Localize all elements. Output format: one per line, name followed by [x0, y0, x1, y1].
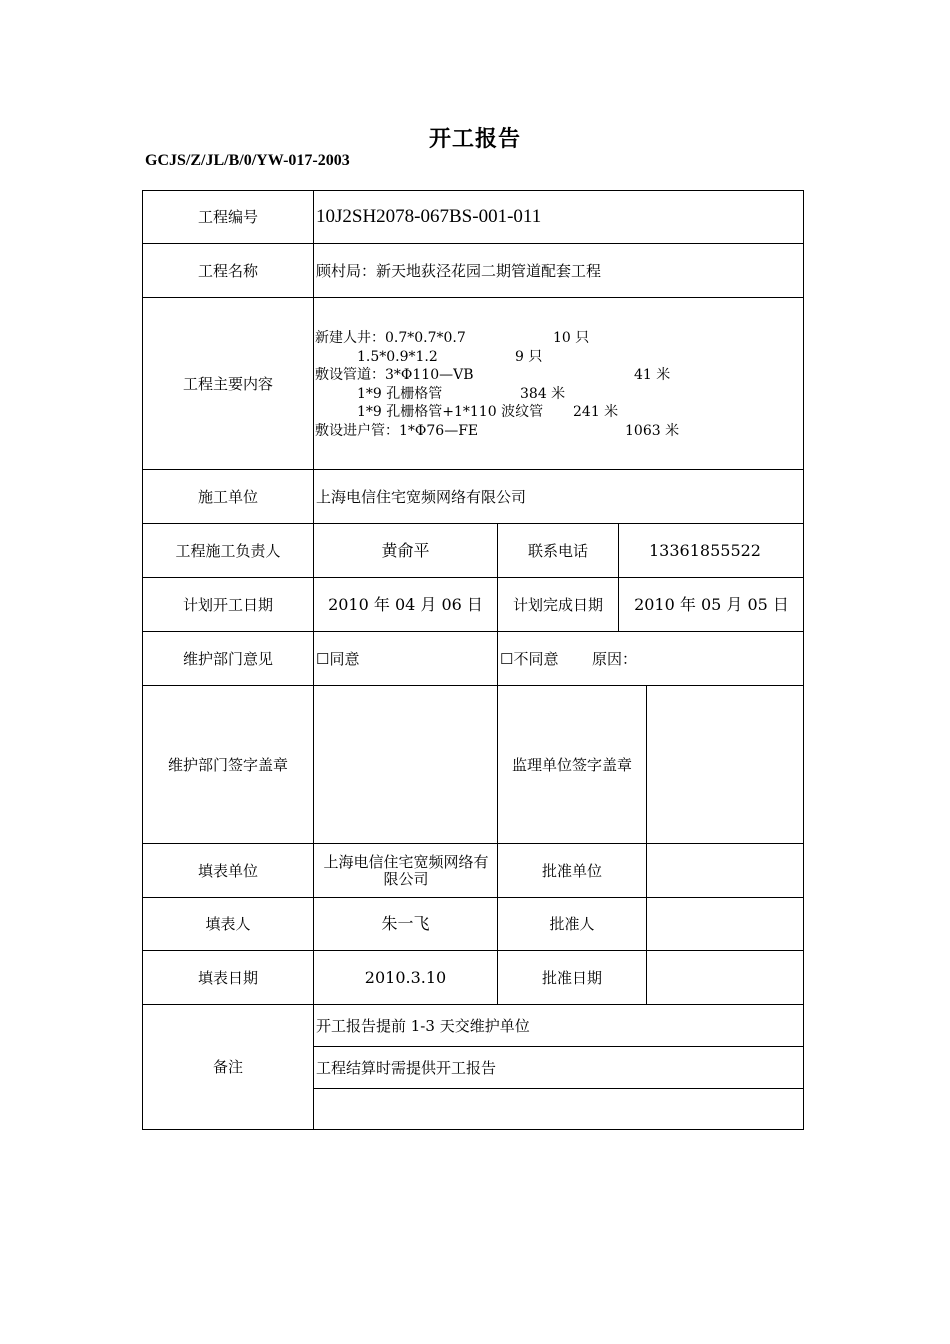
end-date-label: 计划完成日期 — [512, 595, 603, 614]
approver-label: 批准人 — [549, 915, 595, 933]
remarks-label: 备注 — [212, 1058, 243, 1076]
remarks-line-3 — [314, 1089, 804, 1129]
page-title: 开工报告 — [428, 126, 521, 152]
project-no-value: 10J2SH2078-067BS-001-011 — [316, 206, 542, 227]
disagree-checkbox[interactable]: ☐不同意 — [500, 649, 559, 668]
agree-checkbox[interactable]: ☐同意 — [316, 649, 360, 668]
main-content-label: 工程主要内容 — [182, 374, 273, 393]
start-date-label: 计划开工日期 — [182, 595, 273, 614]
maintenance-signature-label: 维护部门签字盖章 — [167, 755, 288, 774]
manager-label: 工程施工负责人 — [175, 541, 281, 560]
project-name-label: 工程名称 — [197, 261, 258, 280]
column-divider — [646, 685, 647, 1004]
supervisor-signature-label: 监理单位签字盖章 — [511, 755, 632, 774]
phone-label: 联系电话 — [527, 541, 588, 560]
approve-date-label: 批准日期 — [541, 968, 602, 987]
remarks-line-2: 工程结算时需提供开工报告 — [316, 1058, 497, 1077]
remarks-line-1: 开工报告提前 1-3 天交维护单位 — [316, 1016, 530, 1035]
contractor-label: 施工单位 — [197, 487, 258, 506]
fill-date-label: 填表日期 — [197, 968, 258, 987]
start-date-value: 2010 年 04 月 06 日 — [328, 594, 483, 614]
end-date-value: 2010 年 05 月 05 日 — [634, 594, 789, 614]
project-name-value: 顾村局：新天地荻泾花园二期管道配套工程 — [316, 261, 602, 280]
reason-label: 原因： — [592, 649, 638, 668]
contractor-value: 上海电信住宅宽频网络有限公司 — [316, 487, 527, 506]
filler-label: 填表人 — [205, 915, 251, 933]
opinion-label: 维护部门意见 — [182, 649, 273, 668]
fill-unit-value: 上海电信住宅宽频网络有限公司 — [323, 852, 489, 888]
manager-value: 黄俞平 — [381, 540, 430, 560]
fill-date-value: 2010.3.10 — [364, 967, 447, 987]
filler-value: 朱一飞 — [381, 914, 430, 933]
approve-unit-label: 批准单位 — [541, 861, 602, 880]
phone-value: 13361855522 — [649, 540, 761, 560]
project-no-label: 工程编号 — [197, 208, 258, 226]
document-code: GCJS/Z/JL/B/0/YW-017-2003 — [145, 152, 350, 169]
fill-unit-label: 填表单位 — [197, 861, 258, 880]
